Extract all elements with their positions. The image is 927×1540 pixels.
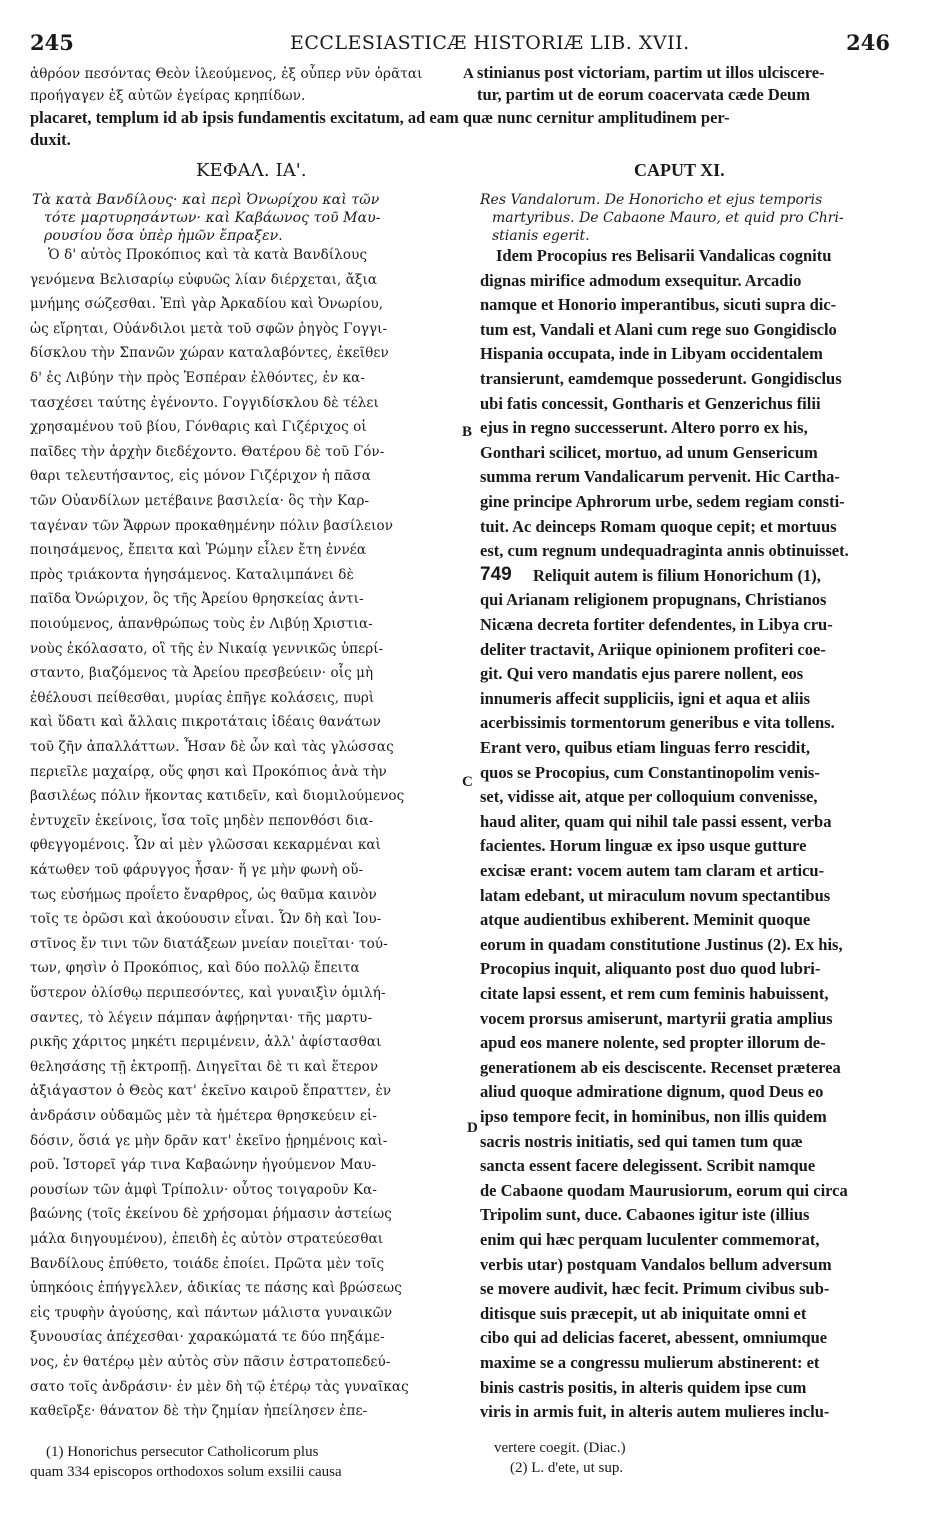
latin-body-line: Hispania occupata, inde in Libyam occidentalem bbox=[480, 344, 823, 364]
latin-body-line: latam edebant, ut miraculum novum spectantibus bbox=[480, 885, 831, 905]
greek-body-line: περιεῖλε μαχαίρᾳ, οὕς φησι καὶ Προκόπιος ἀνὰ τὴν bbox=[30, 763, 387, 780]
greek-body-line: σατο τοῖς ἀνδράσιν· ἐν μὲν δὴ τῷ ἑτέρῳ τὰς γυναῖκας bbox=[30, 1378, 409, 1395]
greek-body-line: ἐθέλουσι πείθεσθαι, μυρίας ἐπῆγε κολάσεις, πυρὶ bbox=[30, 689, 375, 706]
greek-body-line: σαντες, τὸ λέγειν πάμπαν ἀφῄρηνται· τῆς μαρτυ- bbox=[30, 1009, 373, 1026]
latin-chapter-title-line: martyribus. De Cabaone Mauro, et quid pro Chri- bbox=[492, 210, 844, 226]
greek-body-line: τοῖς τε ὁρῶσι καὶ ἀκούουσιν εἶναι. Ὧν δὴ καὶ Ἰου- bbox=[30, 911, 382, 928]
latin-body-line: Gonthari scilicet, mortuo, ad unum Gensericum bbox=[480, 442, 818, 462]
latin-body-line: ubi fatis concessit, Gontharis et Genzerichus filii bbox=[480, 393, 821, 413]
greek-body-line: ρουσίων τῶν ἀμφὶ Τρίπολιν· οὗτος τοιγαροῦν Κα- bbox=[30, 1181, 378, 1198]
latin-body-line: se movere audivit, hæc fecit. Primum civibus sub- bbox=[480, 1279, 830, 1299]
latin-chapter-heading: CAPUT XI. bbox=[634, 160, 725, 180]
latin-body-line: atque audientibus exhiberent. Meminit quoque bbox=[480, 910, 811, 930]
footnote-line: (2) L. d'ete, ut sup. bbox=[510, 1460, 624, 1476]
latin-body-line: dignas mirifice admodum exsequitur. Arcadio bbox=[480, 270, 802, 290]
latin-body-line: aliud quoque admiratione dignum, quod Deus eo bbox=[480, 1082, 824, 1102]
footnote-line: quam 334 episcopos orthodoxos solum exsilii causa bbox=[30, 1464, 342, 1480]
latin-body-line: sacris nostris initiatis, sed qui tamen tum quæ bbox=[480, 1131, 803, 1151]
latin-body-line: cibo qui ad delicias faceret, abessent, omniumque bbox=[480, 1328, 828, 1348]
latin-body-line: verbis utar) postquam Vandalos bellum adversum bbox=[480, 1254, 832, 1274]
greek-body-line: τασχέσει ταύτης ἐγένοντο. Γογγιδίσκλου δὲ τέλει bbox=[30, 394, 379, 411]
greek-body-line: φθεγγομένοις. Ὧν αἱ μὲν γλῶσσαι κεκαρμέναι καὶ bbox=[30, 837, 381, 854]
latin-body-line: summa rerum Vandalicarum pervenit. Hic Cartha- bbox=[480, 467, 840, 487]
latin-body-line: git. Qui vero mandatis ejus parere nollent, eos bbox=[480, 664, 804, 684]
latin-body-line: Reliquit autem is filium Honorichum (1), bbox=[533, 565, 821, 585]
latin-body-line: quos se Procopius, cum Constantinopolim venis- bbox=[480, 762, 820, 782]
greek-body-line: τοῦ ζῆν ἀπαλλάττων. Ἦσαν δὲ ὧν καὶ τὰς γλώσσας bbox=[30, 739, 394, 755]
latin-body-line: facientes. Horum linguæ ex ipso usque gutture bbox=[480, 836, 807, 856]
greek-body-line: ἐντυχεῖν ἐκείνοις, ἴσα τοῖς μηδὲν πεπονθόσι δια- bbox=[30, 812, 374, 829]
greek-body-line: ὕστερον ὀλίσθῳ περιπεσόντες, καὶ γυναιξὶν ὁμιλή- bbox=[30, 985, 386, 1001]
greek-body-line: θελησάσης τῇ ἐκτροπῇ. Διηγεῖται δὲ τι καὶ ἕτερον bbox=[30, 1058, 379, 1075]
latin-body-line: tuit. Ac deinceps Romam quoque cepit; et mortuus bbox=[480, 516, 837, 536]
latin-body-line: est, cum regnum undequadraginta annis obtinuisset. bbox=[480, 541, 849, 561]
greek-body-line: ρικῆς χάριτος μηκέτι περιμένειν, ἀλλ' ἀφίστασθαι bbox=[30, 1034, 382, 1051]
greek-body-line: βαώνης (τοῖς ἐκείνου δὲ χρήσομαι ῥήμασιν ἀστείως bbox=[30, 1206, 392, 1223]
greek-body-line: ἀνδράσιν οὐδαμῶς μὲν τὰ ἡμέτερα θρησκεύειν εἰ- bbox=[30, 1108, 378, 1124]
greek-body-line: ποιησάμενος, ἔπειτα καὶ Ῥώμην εἶλεν ἔτη ἐννέα bbox=[30, 542, 367, 559]
greek-body-line: σταντο, βιαζόμενος τὰ Ἀρείου πρεσβεύειν· οἷς μὴ bbox=[30, 665, 374, 682]
running-title: ECCLESIASTICÆ HISTORIÆ LIB. XVII. bbox=[290, 32, 690, 54]
greek-body-line: νοὺς ἐκόλασατο, οἳ τῆς ἐν Νικαίᾳ γεννικῶς ὑπερί- bbox=[30, 640, 384, 657]
greek-body-line: χρησαμένου τοῦ βίου, Γόνθαρις καὶ Γιζέριχος οἱ bbox=[30, 419, 367, 436]
greek-body-line: Ὁ δ' αὐτὸς Προκόπιος καὶ τὰ κατὰ Βανδίλους bbox=[48, 247, 368, 263]
greek-body-line: μνήμης σώζεσθαι. Ἐπὶ γὰρ Ἀρκαδίου καὶ Ὀνωρίου, bbox=[30, 296, 384, 313]
greek-body-line: ξυνουσίας ἀπέχεσθαι· χαρακώματά τε δύο πηξάμε- bbox=[30, 1329, 385, 1346]
latin-body-line: maxime se a congressu mulierum abstinerent: et bbox=[480, 1353, 820, 1372]
latin-body-line: binis castris positis, in alteris quidem ipse cum bbox=[480, 1377, 807, 1397]
greek-body-line: ἀξιάγαστον ὁ Θεὸς κατ' ἐκεῖνο καιροῦ ἔπραττεν, ἐν bbox=[30, 1083, 392, 1100]
latin-body-line: excisæ erant: vocem autem tam claram et articu- bbox=[480, 861, 825, 880]
margin-letter: A bbox=[463, 66, 474, 82]
greek-body-line: μάλα διηγουμένου), ἐπειδὴ ἐς αὐτὸν στρατεύεσθαι bbox=[30, 1231, 384, 1247]
running-head bbox=[30, 30, 890, 60]
greek-body-line: ὡς εἴρηται, Οὐάνδιλοι μετὰ τοῦ σφῶν ῥηγὸς Γογγι- bbox=[30, 320, 388, 337]
latin-body-line: deliter tractavit, Ariique opinionem profiteri coe- bbox=[480, 639, 826, 659]
greek-continuation-line: ἀθρόον πεσόντας Θεὸν ἱλεούμενος, ἐξ οὗπερ νῦν ὁρᾶται bbox=[30, 66, 423, 82]
latin-body-line: gine principe Aphrorum urbe, sedem regiam consti- bbox=[480, 492, 845, 511]
latin-body-line: innumeris affecit suppliciis, igni et aqua et aliis bbox=[480, 688, 811, 708]
greek-body-line: τῶν Οὐανδίλων μετέβαινε βασιλεία· ὃς τὴν Καρ- bbox=[30, 493, 370, 509]
latin-body-line: ejus in regno successerunt. Altero porro ex his, bbox=[480, 418, 808, 438]
latin-body-line: Tripolim sunt, duce. Cabaones igitur iste (illius bbox=[480, 1205, 810, 1225]
latin-body-line: eorum in quadam constitutione Justinus (2). Ex his, bbox=[480, 934, 843, 954]
latin-body-line: qui Arianam religionem propugnans, Christianos bbox=[480, 590, 827, 610]
latin-continuation-line: tur, partim ut de eorum coacervata cæde Deum bbox=[477, 85, 810, 104]
greek-body-line: θαρι τελευτήσαντος, εἰς μόνον Γιζέριχον ἡ πᾶσα bbox=[30, 468, 371, 485]
greek-body-line: εἰς τρυφὴν ἀγούσης, καὶ πάντων μάλιστα γυναικῶν bbox=[30, 1304, 393, 1321]
latin-body-line: acerbissimis tormentorum generibus e vita tollens. bbox=[480, 713, 835, 733]
latin-chapter-title-line: Res Vandalorum. De Honoricho et ejus temporis bbox=[480, 192, 823, 208]
latin-body-line: enim qui hæc perquam luculenter commemorat, bbox=[480, 1230, 820, 1249]
greek-body-line: δόσιν, ὅσιά γε μὴν δρᾶν κατ' ἐκεῖνο ᾑρημένοις καὶ- bbox=[30, 1132, 388, 1149]
greek-continuation-line: προήγαγεν ἐξ αὐτῶν ἐγείρας κρηπίδων. bbox=[30, 88, 306, 104]
greek-body-line: δίσκλου τὴν Σπανῶν χώραν καταλαβόντες, ἐκεῖθεν bbox=[30, 345, 389, 362]
full-width-line: duxit. bbox=[30, 130, 71, 149]
greek-body-line: κάτωθεν τοῦ φάρυγγος ἦσαν· ἥ γε μὴν φωνὴ οὕ- bbox=[30, 862, 364, 878]
latin-body-line: set, vidisse ait, atque per colloquium convenisse, bbox=[480, 787, 818, 807]
greek-body-line: ροῦ. Ἱστορεῖ γάρ τινα Καβαώνην ἡγούμενον Μαυ- bbox=[30, 1157, 377, 1174]
column-number-749: 749 bbox=[480, 563, 512, 585]
greek-body-line: των, φησὶν ὁ Προκόπιος, καὶ δύο πολλῷ ἔπειτα bbox=[30, 960, 360, 977]
greek-body-line: γενόμενα Βελισαρίῳ εὐφυῶς λίαν διέρχεται, ἄξια bbox=[30, 271, 378, 288]
latin-body-line: ipso tempore fecit, in hominibus, non illis quidem bbox=[480, 1107, 827, 1126]
greek-body-line: καὶ ὕδατι καὶ ἄλλαις πικροτάταις ἰδέαις θανάτων bbox=[30, 714, 381, 731]
page-number-left: 245 bbox=[30, 30, 74, 55]
latin-chapter-title-line: stianis egerit. bbox=[492, 228, 590, 244]
greek-chapter-title-line: τότε μαρτυρησάντων· καὶ Καβάωνος τοῦ Μαυ- bbox=[44, 210, 381, 226]
latin-body-line: sancta essent facere delegissent. Scribit namque bbox=[480, 1156, 816, 1176]
latin-body-line: Erant vero, quibus etiam linguas ferro rescidit, bbox=[480, 738, 810, 757]
greek-body-line: στῖνος ἔν τινι τῶν διατάξεων μνείαν ποιεῖται· τού- bbox=[30, 935, 388, 952]
latin-body-line: apud eos manere nolente, sed propter illorum de- bbox=[480, 1033, 826, 1053]
latin-body-line: citate lapsi essent, et rem cum feminis habuissent, bbox=[480, 984, 829, 1003]
latin-continuation-line: stinianus post victoriam, partim ut illos ulciscere- bbox=[477, 63, 825, 82]
page-number-right: 246 bbox=[846, 30, 890, 55]
latin-body-line: haud aliter, quam qui nihil tale passi essent, verba bbox=[480, 811, 832, 831]
greek-body-line: βασιλέως πόλιν ἥκοντας κατιδεῖν, καὶ διομιλούμενος bbox=[30, 788, 405, 805]
footnote-line: (1) Honorichus persecutor Catholicorum plus bbox=[46, 1444, 319, 1460]
latin-body-line: Nicæna decreta fortiter defendentes, in Libya cru- bbox=[480, 615, 833, 634]
greek-body-line: πρὸς τριάκοντα ἡγησάμενος. Καταλιμπάνει δὲ bbox=[30, 566, 354, 583]
latin-body-line: Procopius inquit, aliquanto post duo quod lubri- bbox=[480, 959, 821, 979]
footnote-line: vertere coegit. (Diac.) bbox=[494, 1440, 626, 1456]
greek-chapter-title-line: ρουσίου ὅσα ὑπὲρ ἡμῶν ἔπραξεν. bbox=[44, 228, 283, 244]
latin-body-line: tum est, Vandali et Alani cum rege suo Gongidisclo bbox=[480, 319, 837, 339]
greek-chapter-heading: ΚΕΦΑΛ. ΙΑ'. bbox=[196, 160, 307, 181]
greek-body-line: ὑπηκόοις ἐπήγγελλεν, ἀδικίας τε πάσης καὶ βρώσεως bbox=[30, 1280, 402, 1297]
latin-body-line: viris in armis fuit, in alteris autem mulieres inclu- bbox=[480, 1402, 830, 1422]
latin-body-line: transierunt, eamdemque possederunt. Gongidisclus bbox=[480, 369, 842, 388]
margin-letter: C bbox=[462, 774, 473, 790]
latin-body-line: de Cabaone quodam Maurusiorum, eorum qui circa bbox=[480, 1180, 848, 1200]
greek-body-line: νος, ἐν θατέρῳ μὲν αὐτὸς σὺν πᾶσιν ἐστρατοπεδεύ- bbox=[30, 1354, 391, 1370]
greek-body-line: δ' ἐς Λιβύην τὴν πρὸς Ἑσπέραν ἐλθόντες, ἐν κα- bbox=[30, 370, 366, 386]
latin-body-line: generationem ab eis desciscente. Recenset præterea bbox=[480, 1057, 841, 1077]
latin-body-line: Idem Procopius res Belisarii Vandalicas cognitu bbox=[496, 246, 832, 265]
margin-letter: B bbox=[462, 424, 473, 440]
latin-body-line: namque et Honorio imperantibus, sicuti supra dic- bbox=[480, 295, 837, 315]
greek-body-line: τως εὐσήμως προΐετο ἔναρθρος, ὡς θαῦμα καινὸν bbox=[30, 886, 377, 903]
greek-body-line: παῖδα Ὀνώριχον, ὃς τῆς Ἀρείου θρησκείας ἀντι- bbox=[30, 591, 364, 608]
greek-body-line: καθεῖρξε· θάνατον δὲ τὴν ζημίαν ἠπείλησεν ἐπε- bbox=[30, 1403, 368, 1420]
greek-body-line: Βανδίλους ἐπύθετο, τοιάδε ἐποίει. Πρῶτα μὲν τοῖς bbox=[30, 1255, 385, 1272]
greek-body-line: παῖδες τὴν ἀρχὴν διεδέχοντο. Θατέρου δὲ τοῦ Γόν- bbox=[30, 443, 385, 460]
full-width-line: placaret, templum id ab ipsis fundamentis excitatum, ad eam quæ nunc cernitur amplitudinem per- bbox=[30, 108, 730, 127]
latin-body-line: ditisque suis præcepit, ut ab iniquitate omni et bbox=[480, 1303, 807, 1323]
latin-body-line: vocem prorsus amiserunt, martyrii gratia amplius bbox=[480, 1008, 833, 1028]
greek-body-line: ταγέναν τῶν Ἄφρων προκαθημένην πόλιν βασίλειον bbox=[30, 517, 394, 534]
margin-letter: D bbox=[467, 1120, 478, 1136]
greek-body-line: ποιούμενος, ἀπανθρώπως τοὺς ἐν Λιβύῃ Χριστια- bbox=[30, 616, 373, 632]
greek-chapter-title-line: Τὰ κατὰ Βανδίλους· καὶ περὶ Ὀνωρίχου καὶ τῶν bbox=[32, 192, 380, 208]
